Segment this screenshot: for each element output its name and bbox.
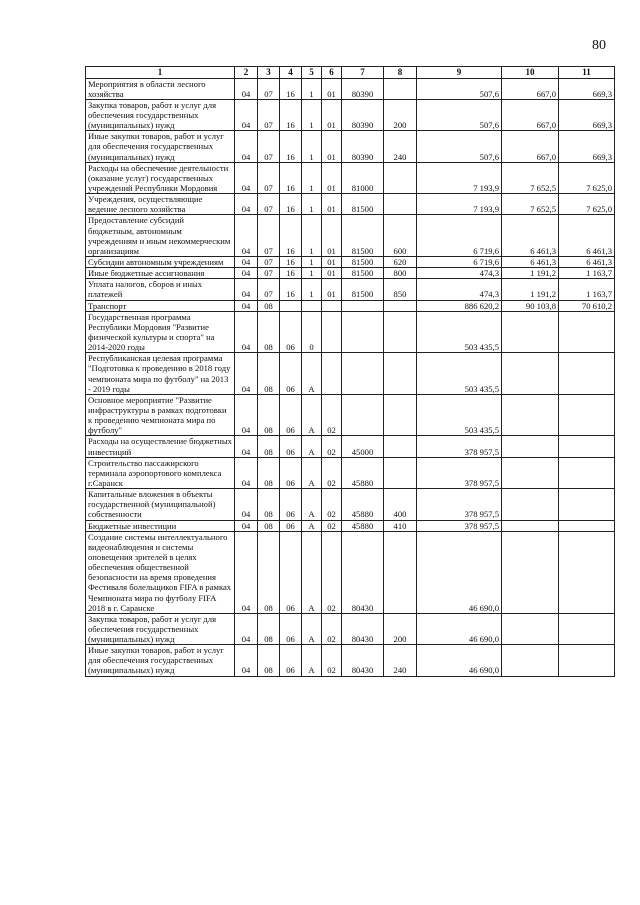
code-event: 02 — [322, 489, 342, 520]
table-row — [86, 353, 615, 395]
code-subsection: 07 — [258, 194, 280, 215]
code-direction: 80430 — [342, 531, 384, 613]
code-direction: 81500 — [342, 279, 384, 300]
code-event: 01 — [322, 78, 342, 99]
code-subsection: 08 — [258, 613, 280, 644]
code-direction: 45880 — [342, 520, 384, 531]
code-subprogram: 0 — [302, 311, 322, 353]
table-row — [86, 457, 615, 488]
row-name: Строительство пассажирского терминала аэропортового комплекса г.Саранск — [86, 457, 235, 488]
code-subsection: 08 — [258, 436, 280, 457]
code-program: 06 — [280, 531, 302, 613]
code-section: 04 — [235, 99, 258, 130]
amount-col11 — [559, 520, 615, 531]
amount-col11 — [559, 394, 615, 436]
amount-col9: 474,3 — [417, 268, 502, 279]
code-subsection: 08 — [258, 353, 280, 395]
code-expense-type — [384, 311, 417, 353]
code-section: 04 — [235, 436, 258, 457]
code-direction: 80430 — [342, 613, 384, 644]
code-event: 01 — [322, 194, 342, 215]
code-expense-type — [384, 353, 417, 395]
row-name: Республиканская целевая программа "Подготовка к проведению в 2018 году чемпионата мира по футболу" на 2013 - 2019 годы — [86, 353, 235, 395]
code-direction — [342, 311, 384, 353]
row-name: Уплата налогов, сборов и иных платежей — [86, 279, 235, 300]
amount-col11 — [559, 531, 615, 613]
amount-col11: 6 461,3 — [559, 257, 615, 268]
amount-col11: 669,3 — [559, 131, 615, 162]
row-name: Закупка товаров, работ и услуг для обеспечения государственных (муниципальных) нужд — [86, 613, 235, 644]
code-event: 02 — [322, 613, 342, 644]
code-subprogram: А — [302, 457, 322, 488]
column-header: 5 — [302, 67, 322, 79]
table-row — [86, 215, 615, 257]
code-subsection: 07 — [258, 131, 280, 162]
amount-col9: 46 690,0 — [417, 531, 502, 613]
code-program: 06 — [280, 489, 302, 520]
code-direction: 45000 — [342, 436, 384, 457]
code-event: 02 — [322, 457, 342, 488]
code-subprogram: А — [302, 531, 322, 613]
amount-col11: 7 625,0 — [559, 162, 615, 193]
code-section: 04 — [235, 300, 258, 311]
amount-col11 — [559, 457, 615, 488]
code-event: 02 — [322, 394, 342, 436]
table-row — [86, 613, 615, 644]
amount-col9: 503 435,5 — [417, 394, 502, 436]
code-subprogram: 1 — [302, 78, 322, 99]
amount-col11: 1 163,7 — [559, 268, 615, 279]
code-subprogram: 1 — [302, 279, 322, 300]
code-subprogram: А — [302, 353, 322, 395]
amount-col10 — [502, 457, 559, 488]
row-name: Иные бюджетные ассигнования — [86, 268, 235, 279]
code-direction: 80430 — [342, 645, 384, 676]
amount-col9: 46 690,0 — [417, 613, 502, 644]
budget-table — [85, 66, 615, 677]
code-section: 04 — [235, 257, 258, 268]
code-program: 16 — [280, 257, 302, 268]
amount-col10 — [502, 394, 559, 436]
amount-col11: 1 163,7 — [559, 279, 615, 300]
amount-col11 — [559, 489, 615, 520]
code-program: 06 — [280, 311, 302, 353]
row-name: Бюджетные инвестиции — [86, 520, 235, 531]
amount-col9: 46 690,0 — [417, 645, 502, 676]
code-subsection: 08 — [258, 520, 280, 531]
row-name: Иные закупки товаров, работ и услуг для обеспечения государственных (муниципальных) нужд — [86, 645, 235, 676]
table-row — [86, 394, 615, 436]
code-program: 06 — [280, 613, 302, 644]
code-section: 04 — [235, 215, 258, 257]
table-row — [86, 531, 615, 613]
amount-col10: 1 191,2 — [502, 268, 559, 279]
table-row — [86, 162, 615, 193]
code-expense-type — [384, 78, 417, 99]
code-expense-type: 620 — [384, 257, 417, 268]
code-subprogram: А — [302, 489, 322, 520]
amount-col9: 378 957,5 — [417, 489, 502, 520]
code-event: 01 — [322, 162, 342, 193]
code-subsection: 07 — [258, 99, 280, 130]
code-section: 04 — [235, 162, 258, 193]
code-program: 16 — [280, 279, 302, 300]
amount-col10 — [502, 645, 559, 676]
code-subsection: 07 — [258, 268, 280, 279]
code-event: 01 — [322, 99, 342, 130]
amount-col10 — [502, 353, 559, 395]
code-direction: 81500 — [342, 268, 384, 279]
code-event: 01 — [322, 215, 342, 257]
code-direction: 81000 — [342, 162, 384, 193]
row-name: Мероприятия в области лесного хозяйства — [86, 78, 235, 99]
table-row — [86, 194, 615, 215]
code-program: 16 — [280, 99, 302, 130]
code-expense-type: 240 — [384, 131, 417, 162]
code-expense-type — [384, 394, 417, 436]
code-subsection: 07 — [258, 162, 280, 193]
table-row — [86, 436, 615, 457]
code-section: 04 — [235, 131, 258, 162]
table-row — [86, 489, 615, 520]
amount-col10 — [502, 489, 559, 520]
code-expense-type — [384, 531, 417, 613]
code-subprogram: А — [302, 394, 322, 436]
code-subprogram: 1 — [302, 131, 322, 162]
table-row — [86, 520, 615, 531]
code-direction: 81500 — [342, 257, 384, 268]
code-section: 04 — [235, 394, 258, 436]
table-row — [86, 300, 615, 311]
amount-col9: 378 957,5 — [417, 457, 502, 488]
code-direction: 80390 — [342, 131, 384, 162]
code-direction — [342, 394, 384, 436]
code-expense-type: 600 — [384, 215, 417, 257]
table-row — [86, 279, 615, 300]
code-subprogram: А — [302, 613, 322, 644]
code-expense-type: 400 — [384, 489, 417, 520]
row-name: Основное мероприятие "Развитие инфраструктуры в рамках подготовки к проведению чемпионата мира по футболу" — [86, 394, 235, 436]
amount-col10: 667,0 — [502, 78, 559, 99]
table-row — [86, 78, 615, 99]
code-event — [322, 353, 342, 395]
amount-col10: 7 652,5 — [502, 194, 559, 215]
amount-col11 — [559, 645, 615, 676]
code-subprogram: 1 — [302, 99, 322, 130]
amount-col9: 507,6 — [417, 78, 502, 99]
page-number: 80 — [592, 38, 606, 53]
code-expense-type: 200 — [384, 99, 417, 130]
code-expense-type: 850 — [384, 279, 417, 300]
code-section: 04 — [235, 279, 258, 300]
row-name: Расходы на обеспечение деятельности (оказание услуг) государственных учреждений Республики Мордовия — [86, 162, 235, 193]
code-subsection: 07 — [258, 78, 280, 99]
amount-col11: 669,3 — [559, 99, 615, 130]
code-subsection: 08 — [258, 311, 280, 353]
code-subsection: 08 — [258, 489, 280, 520]
code-program: 16 — [280, 131, 302, 162]
code-expense-type: 200 — [384, 613, 417, 644]
amount-col10 — [502, 311, 559, 353]
row-name: Транспорт — [86, 300, 235, 311]
amount-col10: 1 191,2 — [502, 279, 559, 300]
amount-col9: 6 719,6 — [417, 215, 502, 257]
amount-col11: 6 461,3 — [559, 215, 615, 257]
code-program: 06 — [280, 645, 302, 676]
code-event: 01 — [322, 279, 342, 300]
code-expense-type: 240 — [384, 645, 417, 676]
code-event: 02 — [322, 520, 342, 531]
table-row — [86, 99, 615, 130]
code-subsection: 07 — [258, 257, 280, 268]
code-event: 02 — [322, 436, 342, 457]
code-direction: 80390 — [342, 78, 384, 99]
code-section: 04 — [235, 489, 258, 520]
row-name: Учреждения, осуществляющие ведение лесного хозяйства — [86, 194, 235, 215]
code-subsection: 08 — [258, 645, 280, 676]
row-name: Иные закупки товаров, работ и услуг для обеспечения государственных (муниципальных) нужд — [86, 131, 235, 162]
code-direction — [342, 353, 384, 395]
code-subprogram: 1 — [302, 257, 322, 268]
code-subsection: 08 — [258, 394, 280, 436]
row-name: Расходы на осуществление бюджетных инвестиций — [86, 436, 235, 457]
code-section: 04 — [235, 531, 258, 613]
code-event — [322, 300, 342, 311]
amount-col9: 6 719,6 — [417, 257, 502, 268]
code-expense-type — [384, 194, 417, 215]
code-direction: 81500 — [342, 194, 384, 215]
amount-col9: 474,3 — [417, 279, 502, 300]
column-header: 8 — [384, 67, 417, 79]
code-subprogram: 1 — [302, 162, 322, 193]
amount-col9: 378 957,5 — [417, 520, 502, 531]
amount-col9: 507,6 — [417, 99, 502, 130]
header-row — [86, 67, 615, 79]
column-header: 3 — [258, 67, 280, 79]
code-program: 06 — [280, 436, 302, 457]
code-direction: 80390 — [342, 99, 384, 130]
amount-col10: 6 461,3 — [502, 215, 559, 257]
code-direction: 45880 — [342, 489, 384, 520]
amount-col10 — [502, 531, 559, 613]
code-program: 16 — [280, 268, 302, 279]
code-event: 02 — [322, 645, 342, 676]
code-event: 02 — [322, 531, 342, 613]
column-header: 6 — [322, 67, 342, 79]
code-expense-type: 800 — [384, 268, 417, 279]
code-subprogram: А — [302, 436, 322, 457]
amount-col9: 7 193,9 — [417, 162, 502, 193]
column-header: 2 — [235, 67, 258, 79]
amount-col11 — [559, 311, 615, 353]
column-header: 10 — [502, 67, 559, 79]
amount-col10 — [502, 613, 559, 644]
code-section: 04 — [235, 457, 258, 488]
code-section: 04 — [235, 78, 258, 99]
code-section: 04 — [235, 268, 258, 279]
amount-col9: 507,6 — [417, 131, 502, 162]
amount-col11 — [559, 613, 615, 644]
code-subsection: 08 — [258, 300, 280, 311]
code-subsection: 07 — [258, 279, 280, 300]
code-event — [322, 311, 342, 353]
amount-col10 — [502, 436, 559, 457]
row-name: Капитальные вложения в объекты государственной (муниципальной) собственности — [86, 489, 235, 520]
amount-col9: 378 957,5 — [417, 436, 502, 457]
column-header: 9 — [417, 67, 502, 79]
code-program: 06 — [280, 457, 302, 488]
code-event: 01 — [322, 268, 342, 279]
code-program: 16 — [280, 78, 302, 99]
amount-col9: 503 435,5 — [417, 311, 502, 353]
code-subprogram — [302, 300, 322, 311]
code-section: 04 — [235, 613, 258, 644]
code-expense-type — [384, 162, 417, 193]
code-event: 01 — [322, 257, 342, 268]
code-program: 16 — [280, 162, 302, 193]
amount-col11: 669,3 — [559, 78, 615, 99]
row-name: Предоставление субсидий бюджетным, автономным учреждениям и иным некоммерческим организациям — [86, 215, 235, 257]
amount-col10 — [502, 520, 559, 531]
amount-col10: 90 103,8 — [502, 300, 559, 311]
code-subprogram: 1 — [302, 194, 322, 215]
table-row — [86, 645, 615, 676]
code-program: 06 — [280, 394, 302, 436]
row-name: Создание системы интеллектуального видеонаблюдения и системы оповещения зрителей в целях обеспечения общественной безопасности на время проведения Фестиваля болельщиков FIFA в рамках Чемпионата мира по футболу FIFA 2018 в г. Саранске — [86, 531, 235, 613]
column-header: 1 — [86, 67, 235, 79]
amount-col9: 503 435,5 — [417, 353, 502, 395]
code-program: 06 — [280, 520, 302, 531]
column-header: 11 — [559, 67, 615, 79]
code-section: 04 — [235, 520, 258, 531]
code-section: 04 — [235, 194, 258, 215]
table-row — [86, 268, 615, 279]
row-name: Субсидии автономным учреждениям — [86, 257, 235, 268]
code-subprogram: 1 — [302, 215, 322, 257]
column-header: 7 — [342, 67, 384, 79]
amount-col10: 667,0 — [502, 131, 559, 162]
table-row — [86, 311, 615, 353]
table-row — [86, 131, 615, 162]
code-subsection: 07 — [258, 215, 280, 257]
amount-col9: 7 193,9 — [417, 194, 502, 215]
row-name: Государственная программа Республики Мордовия "Развитие физической культуры и спорта" на 2014-2020 годы — [86, 311, 235, 353]
amount-col11 — [559, 353, 615, 395]
amount-col9: 886 620,2 — [417, 300, 502, 311]
code-expense-type — [384, 436, 417, 457]
code-program: 16 — [280, 194, 302, 215]
code-direction: 45880 — [342, 457, 384, 488]
code-program: 16 — [280, 215, 302, 257]
code-direction: 81500 — [342, 215, 384, 257]
amount-col10: 667,0 — [502, 99, 559, 130]
code-subprogram: А — [302, 520, 322, 531]
code-program — [280, 300, 302, 311]
amount-col11: 7 625,0 — [559, 194, 615, 215]
code-subsection: 08 — [258, 457, 280, 488]
code-subprogram: А — [302, 645, 322, 676]
code-section: 04 — [235, 311, 258, 353]
code-expense-type: 410 — [384, 520, 417, 531]
amount-col10: 6 461,3 — [502, 257, 559, 268]
code-expense-type — [384, 457, 417, 488]
code-direction — [342, 300, 384, 311]
amount-col11 — [559, 436, 615, 457]
code-section: 04 — [235, 353, 258, 395]
code-program: 06 — [280, 353, 302, 395]
row-name: Закупка товаров, работ и услуг для обеспечения государственных (муниципальных) нужд — [86, 99, 235, 130]
code-event: 01 — [322, 131, 342, 162]
amount-col11: 70 610,2 — [559, 300, 615, 311]
code-expense-type — [384, 300, 417, 311]
code-subprogram: 1 — [302, 268, 322, 279]
amount-col10: 7 652,5 — [502, 162, 559, 193]
code-section: 04 — [235, 645, 258, 676]
column-header: 4 — [280, 67, 302, 79]
table-row — [86, 257, 615, 268]
code-subsection: 08 — [258, 531, 280, 613]
